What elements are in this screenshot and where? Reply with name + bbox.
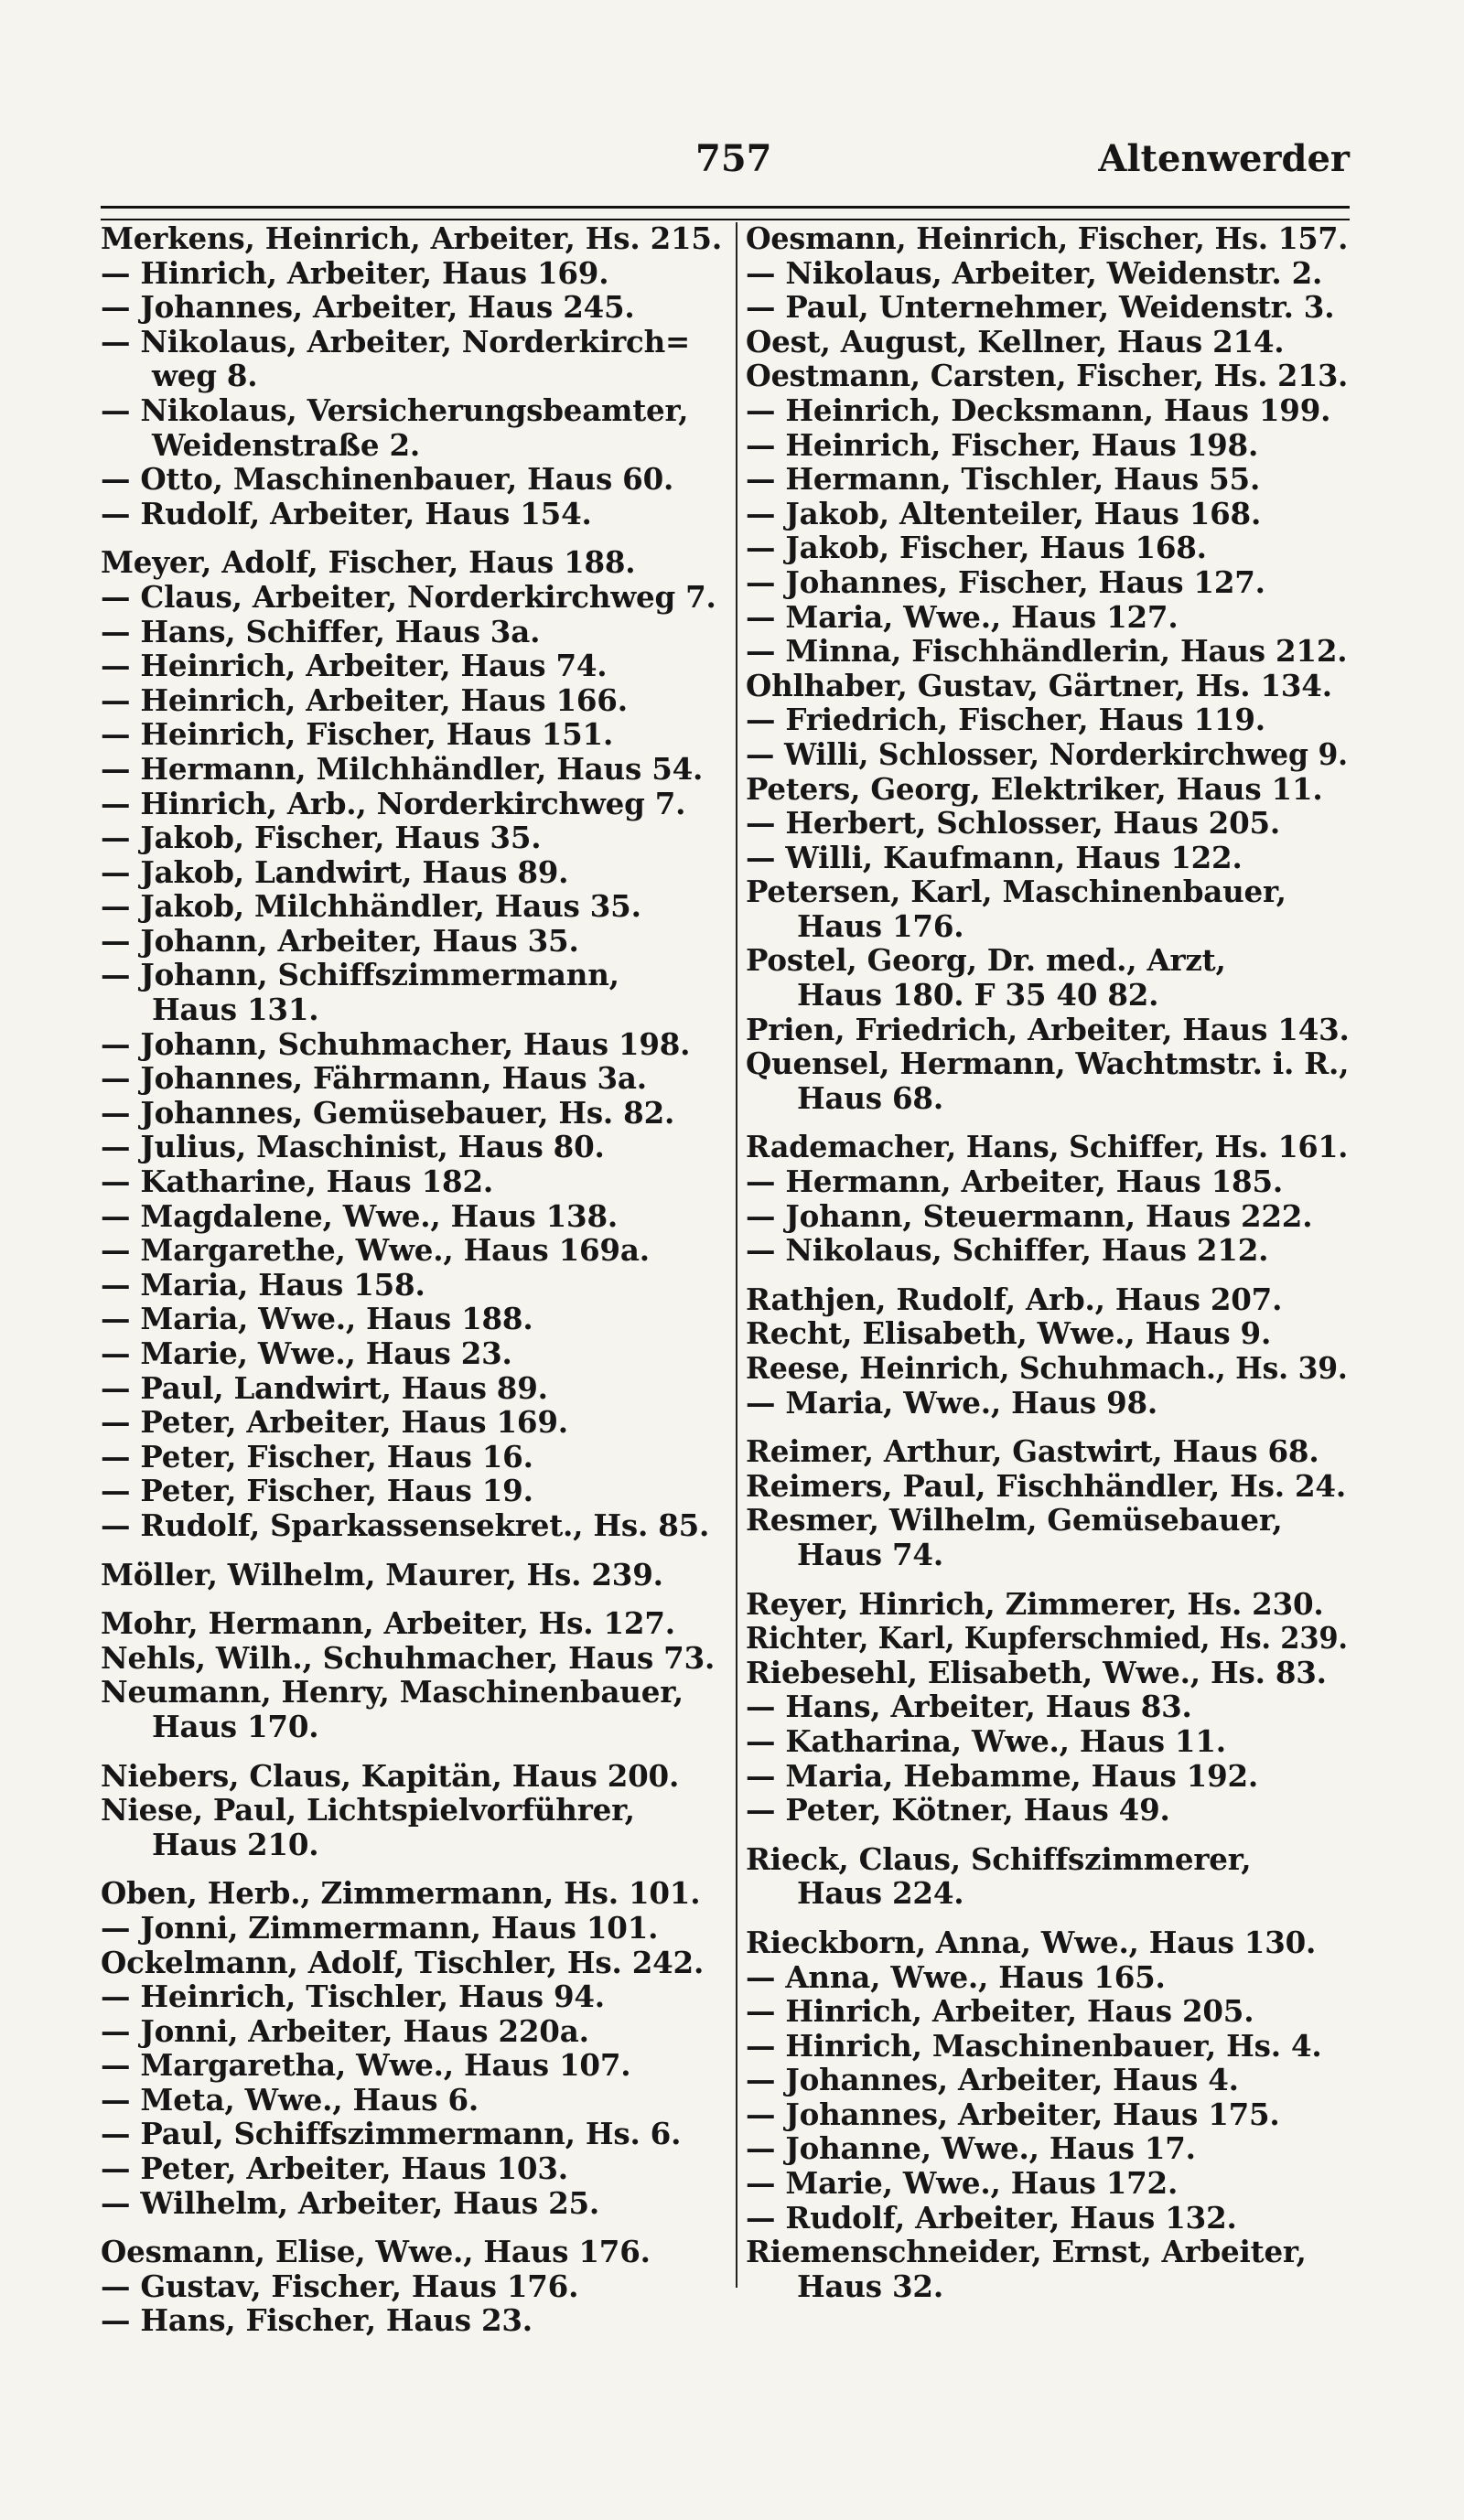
directory-entry-line: — Hinrich, Arbeiter, Haus 169. [101, 254, 609, 291]
directory-entry-line: — Maria, Haus 158. [101, 1266, 425, 1303]
directory-entry-line: — Johannes, Fährmann, Haus 3a. [101, 1060, 647, 1097]
directory-entry-line: — Nikolaus, Arbeiter, Norderkirch= [101, 323, 691, 359]
directory-entry-line: Neumann, Henry, Maschinenbauer, [101, 1674, 684, 1710]
directory-entry-line: Quensel, Hermann, Wachtmstr. i. R., [746, 1046, 1350, 1082]
directory-entry-line: — Nikolaus, Schiffer, Haus 212. [746, 1232, 1269, 1269]
directory-entry-line: Oben, Herb., Zimmermann, Hs. 101. [101, 1875, 701, 1912]
directory-entry-line: Rademacher, Hans, Schiffer, Hs. 161. [746, 1129, 1349, 1165]
directory-entry-line: Rathjen, Rudolf, Arb., Haus 207. [746, 1281, 1283, 1317]
directory-entry-line: Merkens, Heinrich, Arbeiter, Hs. 215. [101, 220, 722, 256]
directory-entry-continuation: Haus 170. [152, 1708, 319, 1744]
directory-entry-line: — Hermann, Milchhändler, Haus 54. [101, 750, 704, 787]
directory-entry-line: — Katharina, Wwe., Haus 11. [746, 1722, 1226, 1759]
directory-entry-line: Ockelmann, Adolf, Tischler, Hs. 242. [101, 1944, 705, 1980]
directory-entry-line: — Meta, Wwe., Haus 6. [101, 2081, 479, 2118]
directory-entry-line: — Margarethe, Wwe., Haus 169a. [101, 1232, 650, 1269]
directory-entry-line: — Heinrich, Tischler, Haus 94. [101, 1978, 605, 2015]
directory-entry-line: Niese, Paul, Lichtspielvorführer, [101, 1792, 635, 1828]
directory-entry-line: Ohlhaber, Gustav, Gärtner, Hs. 134. [746, 667, 1332, 703]
directory-entry-line: — Hermann, Tischler, Haus 55. [746, 461, 1261, 498]
directory-entry-line: — Heinrich, Decksmann, Haus 199. [746, 391, 1331, 428]
directory-entry-line: Riemenschneider, Ernst, Arbeiter, [746, 2234, 1307, 2270]
running-head: Altenwerder [1098, 137, 1350, 180]
directory-entry-line: — Hermann, Arbeiter, Haus 185. [746, 1163, 1283, 1200]
directory-entry-line: Oestmann, Carsten, Fischer, Hs. 213. [746, 358, 1348, 394]
right-column [746, 221, 1350, 2303]
directory-entry-line: Meyer, Adolf, Fischer, Haus 188. [101, 544, 636, 581]
directory-entry-line: — Gustav, Fischer, Haus 176. [101, 2268, 579, 2304]
directory-entry-line: — Maria, Wwe., Haus 98. [746, 1384, 1158, 1421]
directory-entry-line: — Heinrich, Fischer, Haus 198. [746, 426, 1259, 463]
directory-entry-line: — Herbert, Schlosser, Haus 205. [746, 805, 1281, 842]
directory-entry-line: — Hans, Schiffer, Haus 3a. [101, 613, 541, 649]
directory-entry-line: Richter, Karl, Kupferschmied, Hs. 239. [746, 1620, 1348, 1657]
directory-entry-line: — Johannes, Arbeiter, Haus 4. [746, 2062, 1239, 2098]
directory-entry-line: — Rudolf, Sparkassensekret., Hs. 85. [101, 1507, 710, 1543]
directory-entry-line: — Anna, Wwe., Haus 165. [746, 1958, 1166, 1995]
directory-entry-line: Möller, Wilhelm, Maurer, Hs. 239. [101, 1556, 663, 1592]
directory-entry-line: — Maria, Wwe., Haus 127. [746, 598, 1179, 635]
directory-entry-line: — Peter, Fischer, Haus 19. [101, 1473, 533, 1509]
directory-entry-line: — Maria, Hebamme, Haus 192. [746, 1757, 1259, 1794]
directory-entry-line: Reyer, Hinrich, Zimmerer, Hs. 230. [746, 1585, 1324, 1622]
directory-entry-line: Niebers, Claus, Kapitän, Haus 200. [101, 1757, 680, 1794]
directory-entry-continuation: Haus 176. [797, 907, 964, 944]
directory-entry-line: — Jakob, Fischer, Haus 168. [746, 530, 1207, 566]
directory-entry-line: — Katharine, Haus 182. [101, 1163, 493, 1200]
directory-entry-line: — Johannes, Arbeiter, Haus 245. [101, 289, 635, 326]
directory-entry-line: — Peter, Arbeiter, Haus 103. [101, 2150, 568, 2187]
directory-entry-line: — Minna, Fischhändlerin, Haus 212. [746, 633, 1348, 670]
column-divider [736, 222, 737, 2288]
directory-entry-line: — Willi, Schlosser, Norderkirchweg 9. [746, 735, 1348, 772]
directory-entry-line: — Hans, Fischer, Haus 23. [101, 2302, 533, 2339]
directory-entry-line: — Johann, Schuhmacher, Haus 198. [101, 1025, 691, 1062]
directory-entry-line: — Peter, Arbeiter, Haus 169. [101, 1404, 568, 1441]
directory-entry-line: — Friedrich, Fischer, Haus 119. [746, 702, 1265, 738]
directory-entry-line: — Nikolaus, Versicherungsbeamter, [101, 391, 689, 428]
directory-entry-continuation: Haus 74. [797, 1536, 943, 1572]
directory-entry-line: — Jonni, Arbeiter, Haus 220a. [101, 2012, 589, 2049]
directory-entry-line: Nehls, Wilh., Schuhmacher, Haus 73. [101, 1639, 716, 1676]
directory-entry-line: — Marie, Wwe., Haus 172. [746, 2165, 1179, 2202]
directory-entry-line: — Jonni, Zimmermann, Haus 101. [101, 1909, 659, 1946]
directory-entry-line: — Heinrich, Fischer, Haus 151. [101, 716, 614, 753]
directory-entry-continuation: Weidenstraße 2. [152, 426, 421, 463]
directory-entry-line: — Willi, Kaufmann, Haus 122. [746, 839, 1243, 875]
directory-entry-line: — Rudolf, Arbeiter, Haus 154. [101, 495, 592, 531]
directory-entry-line: — Johannes, Gemüsebauer, Hs. 82. [101, 1094, 675, 1131]
header-double-rule [101, 206, 1350, 220]
directory-entry-line: — Johann, Schiffszimmermann, [101, 957, 619, 993]
directory-entry-line: — Johann, Arbeiter, Haus 35. [101, 922, 579, 959]
directory-entry-line: — Rudolf, Arbeiter, Haus 132. [746, 2199, 1237, 2236]
directory-entry-continuation: Haus 210. [152, 1826, 319, 1862]
page-header [101, 137, 1350, 192]
directory-entry-line: — Paul, Schiffszimmermann, Hs. 6. [101, 2116, 682, 2152]
directory-entry-line: — Johann, Steuermann, Haus 222. [746, 1197, 1313, 1234]
directory-entry-line: Rieckborn, Anna, Wwe., Haus 130. [746, 1924, 1317, 1960]
directory-entry-line: — Hans, Arbeiter, Haus 83. [746, 1689, 1192, 1725]
directory-entry-line: Petersen, Karl, Maschinenbauer, [746, 874, 1286, 910]
directory-entry-line: — Johannes, Arbeiter, Haus 175. [746, 2096, 1280, 2132]
page-number: 757 [695, 137, 772, 180]
directory-entry-line: — Heinrich, Arbeiter, Haus 166. [101, 681, 628, 718]
directory-entry-line: — Johannes, Fischer, Haus 127. [746, 563, 1265, 600]
directory-entry-line: Riebesehl, Elisabeth, Wwe., Hs. 83. [746, 1654, 1327, 1690]
directory-entry-line: — Jakob, Landwirt, Haus 89. [101, 853, 569, 890]
left-column [101, 221, 727, 2338]
directory-entry-line: — Heinrich, Arbeiter, Haus 74. [101, 648, 608, 684]
directory-entry-continuation: Haus 131. [152, 992, 319, 1028]
directory-entry-line: — Marie, Wwe., Haus 23. [101, 1335, 512, 1371]
directory-entry-line: Resmer, Wilhelm, Gemüsebauer, [746, 1502, 1283, 1539]
directory-entry-line: — Jakob, Altenteiler, Haus 168. [746, 495, 1262, 531]
directory-entry-line: Oest, August, Kellner, Haus 214. [746, 323, 1285, 359]
directory-entry-line: Oesmann, Elise, Wwe., Haus 176. [101, 2234, 651, 2270]
directory-entry-line: Mohr, Hermann, Arbeiter, Hs. 127. [101, 1605, 675, 1642]
directory-entry-line: Prien, Friedrich, Arbeiter, Haus 143. [746, 1011, 1350, 1047]
directory-entry-line: Recht, Elisabeth, Wwe., Haus 9. [746, 1315, 1272, 1352]
directory-entry-continuation: Haus 224. [797, 1875, 964, 1912]
directory-entry-line: — Margaretha, Wwe., Haus 107. [101, 2047, 631, 2084]
directory-entry-line: — Magdalene, Wwe., Haus 138. [101, 1197, 618, 1234]
directory-entry-line: — Otto, Maschinenbauer, Haus 60. [101, 461, 674, 498]
directory-entry-line: — Johanne, Wwe., Haus 17. [746, 2130, 1196, 2167]
directory-entry-line: Peters, Georg, Elektriker, Haus 11. [746, 770, 1323, 807]
directory-entry-continuation: Haus 180. F 35 40 82. [797, 977, 1159, 1013]
directory-entry-line: Oesmann, Heinrich, Fischer, Hs. 157. [746, 220, 1349, 256]
directory-entry-line: — Claus, Arbeiter, Norderkirchweg 7. [101, 578, 716, 615]
directory-entry-line: — Julius, Maschinist, Haus 80. [101, 1129, 605, 1165]
directory-entry-line: — Maria, Wwe., Haus 188. [101, 1301, 533, 1337]
directory-entry-line: — Paul, Unternehmer, Weidenstr. 3. [746, 289, 1335, 326]
directory-entry-line: — Peter, Fischer, Haus 16. [101, 1438, 533, 1474]
directory-entry-continuation: Haus 68. [797, 1079, 943, 1116]
directory-entry-line: Reimers, Paul, Fischhändler, Hs. 24. [746, 1467, 1346, 1504]
directory-entry-line: — Hinrich, Maschinenbauer, Hs. 4. [746, 2027, 1322, 2064]
directory-entry-line: — Peter, Kötner, Haus 49. [746, 1792, 1170, 1828]
directory-entry-line: — Paul, Landwirt, Haus 89. [101, 1369, 548, 1406]
directory-entry-line: — Jakob, Fischer, Haus 35. [101, 820, 542, 856]
directory-entry-line: Rieck, Claus, Schiffszimmerer, [746, 1840, 1252, 1877]
directory-entry-continuation: weg 8. [152, 358, 258, 394]
directory-entry-line: Postel, Georg, Dr. med., Arzt, [746, 942, 1226, 979]
directory-entry-line: — Jakob, Milchhändler, Haus 35. [101, 888, 641, 925]
directory-entry-continuation: Haus 32. [797, 2268, 943, 2304]
directory-entry-line: — Hinrich, Arb., Norderkirchweg 7. [101, 785, 686, 821]
directory-entry-line: — Nikolaus, Arbeiter, Weidenstr. 2. [746, 254, 1323, 291]
directory-entry-line: Reimer, Arthur, Gastwirt, Haus 68. [746, 1433, 1319, 1470]
directory-entry-line: Reese, Heinrich, Schuhmach., Hs. 39. [746, 1350, 1348, 1386]
directory-entry-line: — Hinrich, Arbeiter, Haus 205. [746, 1993, 1254, 2030]
directory-entry-line: — Wilhelm, Arbeiter, Haus 25. [101, 2184, 600, 2221]
